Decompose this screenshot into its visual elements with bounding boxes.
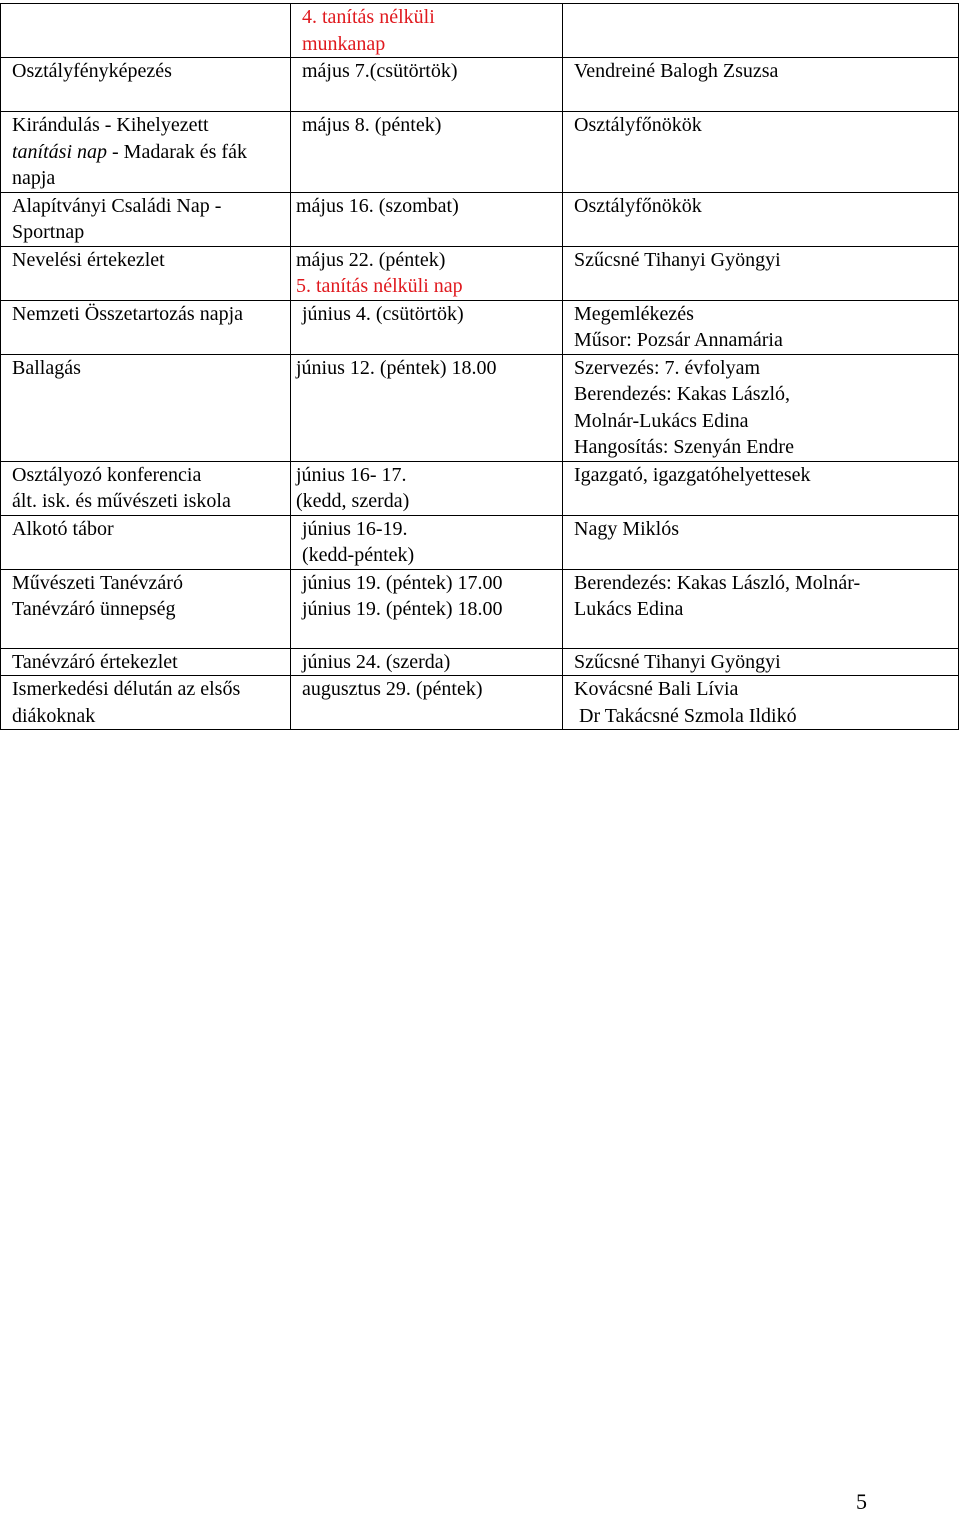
responsible-cell (563, 569, 959, 648)
date-cell (291, 569, 563, 648)
table-row (1, 246, 959, 300)
table-row (1, 354, 959, 461)
date-cell (291, 515, 563, 569)
responsible-person: Berendezés: Kakas László, Molnár- (574, 571, 861, 594)
event-date: (kedd-péntek) (302, 544, 415, 566)
responsible-person: Osztályfőnökök (574, 114, 702, 136)
date-cell (291, 4, 563, 58)
responsible-person: Dr Takácsné Szmola Ildikó (574, 704, 797, 727)
no-teaching-day-note: 5. tanítás nélküli nap (296, 275, 463, 297)
event-date: június 19. (péntek) 18.00 (302, 598, 503, 620)
responsible-cell (563, 4, 959, 58)
date-cell (291, 300, 563, 354)
responsible-cell (563, 58, 959, 112)
event-cell (1, 300, 291, 354)
event-date: május 7.(csütörtök) (302, 60, 458, 82)
event-date: augusztus 29. (péntek) (302, 678, 483, 700)
event-cell (1, 246, 291, 300)
date-cell (291, 246, 563, 300)
event-date: június 16-19. (302, 517, 408, 540)
event-name: napja (12, 167, 56, 189)
event-date: május 8. (péntek) (302, 114, 442, 136)
event-name: ált. isk. és művészeti iskola (12, 490, 231, 512)
event-cell (1, 461, 291, 515)
date-cell (291, 461, 563, 515)
event-cell (1, 676, 291, 730)
responsible-cell (563, 515, 959, 569)
table-row (1, 461, 959, 515)
event-name: Alapítványi Családi Nap - (12, 194, 222, 217)
event-name: Ismerkedési délután az elsős (12, 678, 241, 700)
responsible-person: Berendezés: Kakas László, (574, 383, 791, 405)
responsible-person: Vendreiné Balogh Zsuzsa (574, 60, 779, 82)
responsible-cell (563, 354, 959, 461)
table-row (1, 676, 959, 730)
responsible-cell (563, 461, 959, 515)
responsible-person: Kovácsné Bali Lívia (574, 678, 739, 700)
responsible-person: Lukács Edina (574, 598, 684, 620)
event-name: Tanévzáró ünnepség (12, 598, 176, 620)
event-cell (1, 192, 291, 246)
event-date: június 19. (péntek) 17.00 (302, 571, 503, 594)
event-name: Ballagás (12, 356, 81, 379)
table-row (1, 515, 959, 569)
no-teaching-day-note: munkanap (302, 32, 386, 55)
responsible-person: Hangosítás: Szenyán Endre (574, 436, 794, 458)
date-cell (291, 112, 563, 193)
no-teaching-day-note: 4. tanítás nélküli (302, 6, 435, 28)
event-name: Osztályozó konferencia (12, 463, 202, 486)
event-name: Művészeti Tanévzáró (12, 571, 183, 594)
event-date: május 16. (szombat) (296, 194, 459, 217)
table-row (1, 192, 959, 246)
responsible-person: Megemlékezés (574, 302, 694, 325)
table-row (1, 112, 959, 193)
event-name: diákoknak (12, 704, 96, 727)
responsible-cell (563, 300, 959, 354)
table-row (1, 648, 959, 676)
event-cell (1, 515, 291, 569)
responsible-person: Nagy Miklós (574, 517, 679, 540)
responsible-cell (563, 192, 959, 246)
date-cell (291, 648, 563, 676)
event-date: június 16- 17. (296, 463, 407, 486)
responsible-cell (563, 246, 959, 300)
event-date: június 4. (csütörtök) (302, 302, 464, 325)
event-name: Osztályfényképezés (12, 60, 172, 82)
table-row (1, 569, 959, 648)
responsible-person: Molnár-Lukács Edina (574, 409, 749, 432)
responsible-cell (563, 112, 959, 193)
event-cell (1, 569, 291, 648)
event-cell (1, 648, 291, 676)
table-row (1, 300, 959, 354)
event-name: Nemzeti Összetartozás napja (12, 302, 244, 325)
event-cell (1, 4, 291, 58)
responsible-person: Szervezés: 7. évfolyam (574, 356, 761, 379)
event-name: Tanévzáró értekezlet (12, 650, 178, 673)
event-name: Kirándulás - Kihelyezett (12, 114, 209, 136)
event-name: Sportnap (12, 221, 85, 243)
date-cell (291, 354, 563, 461)
responsible-cell (563, 676, 959, 730)
date-cell (291, 676, 563, 730)
schedule-table (0, 3, 959, 730)
event-name: - Madarak és fák (107, 140, 247, 163)
table-row (1, 4, 959, 58)
event-cell (1, 354, 291, 461)
event-cell (1, 112, 291, 193)
table-row (1, 58, 959, 112)
event-name: Nevelési értekezlet (12, 248, 165, 271)
event-name-italic: tanítási nap (12, 140, 108, 163)
responsible-person: Osztályfőnökök (574, 194, 702, 217)
event-date: (kedd, szerda) (296, 490, 410, 512)
event-name: Alkotó tábor (12, 517, 114, 540)
date-cell (291, 58, 563, 112)
event-cell (1, 58, 291, 112)
page-number: 5 (856, 1489, 867, 1514)
event-date: május 22. (péntek) (296, 248, 446, 271)
responsible-cell (563, 648, 959, 676)
date-cell (291, 192, 563, 246)
responsible-person: Szűcsné Tihanyi Gyöngyi (574, 650, 781, 673)
event-date: június 24. (szerda) (302, 650, 451, 673)
responsible-person: Szűcsné Tihanyi Gyöngyi (574, 248, 781, 271)
event-date: június 12. (péntek) 18.00 (296, 356, 497, 379)
responsible-person: Műsor: Pozsár Annamária (574, 329, 783, 351)
responsible-person: Igazgató, igazgatóhelyettesek (574, 463, 811, 486)
